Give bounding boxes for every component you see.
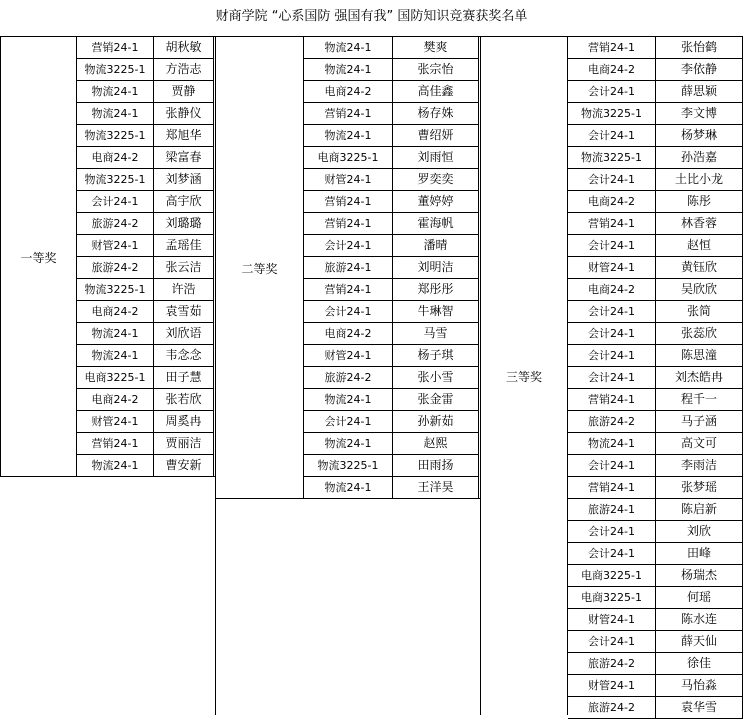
class-cell: 电商3225-1 [304,147,393,169]
class-cell: 物流24-1 [77,455,154,477]
class-cell: 电商3225-1 [77,367,154,389]
class-cell: 电商24-2 [304,323,393,345]
student-name-cell: 袁华雪 [656,697,743,719]
student-name-cell: 刘欣语 [154,323,214,345]
class-cell: 物流24-1 [304,125,393,147]
student-name-cell: 王洋昊 [393,477,479,499]
class-cell: 物流24-1 [568,433,656,455]
student-name-cell: 高佳鑫 [393,81,479,103]
class-cell: 物流3225-1 [77,169,154,191]
student-name-cell: 牛琳智 [393,301,479,323]
student-name-cell: 徐佳 [656,653,743,675]
student-name-cell: 潘晴 [393,235,479,257]
class-cell: 物流3225-1 [304,455,393,477]
student-name-cell: 张梦瑶 [656,477,743,499]
class-cell: 旅游24-2 [568,653,656,675]
class-cell: 财管24-1 [304,345,393,367]
class-cell: 会计24-1 [568,169,656,191]
class-cell: 物流24-1 [304,477,393,499]
block-bottom-line [215,498,480,499]
class-cell: 旅游24-1 [304,257,393,279]
class-cell: 旅游24-2 [77,213,154,235]
student-name-cell: 田子慧 [154,367,214,389]
class-cell: 物流24-1 [304,433,393,455]
student-name-cell: 刘明洁 [393,257,479,279]
class-cell: 旅游24-2 [304,367,393,389]
class-cell: 营销24-1 [568,477,656,499]
student-name-cell: 胡秋敏 [154,37,214,59]
class-cell: 电商24-2 [568,59,656,81]
student-name-cell: 陈启新 [656,499,743,521]
class-cell: 会计24-1 [568,521,656,543]
student-name-cell: 田峰 [656,543,743,565]
student-name-cell: 陈彤 [656,191,743,213]
award-level-label: 三等奖 [505,369,542,384]
student-name-cell: 刘梦涵 [154,169,214,191]
student-name-cell: 贾静 [154,81,214,103]
award-level-label: 二等奖 [241,261,278,276]
class-cell: 电商24-2 [77,147,154,169]
block-bottom-line [0,476,215,477]
class-cell: 电商24-2 [77,301,154,323]
class-cell: 旅游24-2 [568,411,656,433]
student-name-cell: 薛思颖 [656,81,743,103]
student-name-cell: 李文博 [656,103,743,125]
student-name-cell: 张蕊欣 [656,323,743,345]
student-name-cell: 张小雪 [393,367,479,389]
student-name-cell: 张宗怡 [393,59,479,81]
student-name-cell: 马雪 [393,323,479,345]
student-name-cell: 土比小龙 [656,169,743,191]
student-name-cell: 孙浩嘉 [656,147,743,169]
student-name-cell: 周奚冉 [154,411,214,433]
award-level-label: 一等奖 [20,250,57,265]
class-cell: 营销24-1 [77,433,154,455]
student-name-cell: 陈水连 [656,609,743,631]
student-name-cell: 李雨洁 [656,455,743,477]
student-name-cell: 董婷婷 [393,191,479,213]
student-name-cell: 袁雪茹 [154,301,214,323]
student-name-cell: 张怡鹤 [656,37,743,59]
student-name-cell: 孙新茹 [393,411,479,433]
class-cell: 物流3225-1 [77,279,154,301]
class-cell: 营销24-1 [304,103,393,125]
student-name-cell: 马子涵 [656,411,743,433]
student-name-cell: 田雨扬 [393,455,479,477]
class-cell: 会计24-1 [568,125,656,147]
class-cell: 财管24-1 [568,609,656,631]
student-name-cell: 程千一 [656,389,743,411]
student-name-cell: 张静仪 [154,103,214,125]
student-name-cell: 吴欣欣 [656,279,743,301]
class-cell: 会计24-1 [568,323,656,345]
class-cell: 营销24-1 [568,37,656,59]
class-cell: 营销24-1 [304,191,393,213]
class-cell: 营销24-1 [568,389,656,411]
student-name-cell: 曹绍妍 [393,125,479,147]
student-name-cell: 梁富春 [154,147,214,169]
class-cell: 电商24-2 [304,81,393,103]
page-title: 财商学院 “心系国防 强国有我” 国防知识竞赛获奖名单 [215,9,528,24]
student-name-cell: 高宇欣 [154,191,214,213]
class-cell: 会计24-1 [304,411,393,433]
class-cell: 会计24-1 [568,235,656,257]
student-name-cell: 高文可 [656,433,743,455]
student-name-cell: 杨存姝 [393,103,479,125]
student-name-cell: 孟瑶佳 [154,235,214,257]
class-cell: 会计24-1 [568,367,656,389]
class-cell: 营销24-1 [304,213,393,235]
class-cell: 物流3225-1 [77,59,154,81]
class-cell: 物流24-1 [77,81,154,103]
class-cell: 旅游24-1 [568,499,656,521]
class-cell: 旅游24-2 [568,697,656,719]
student-name-cell: 杨子琪 [393,345,479,367]
student-name-cell: 李依静 [656,59,743,81]
student-name-cell: 赵熙 [393,433,479,455]
class-cell: 会计24-1 [568,455,656,477]
student-name-cell: 赵恒 [656,235,743,257]
class-cell: 电商3225-1 [568,565,656,587]
class-cell: 物流24-1 [304,389,393,411]
student-name-cell: 郑旭华 [154,125,214,147]
student-name-cell: 林香蓉 [656,213,743,235]
class-cell: 财管24-1 [77,411,154,433]
class-cell: 会计24-1 [568,301,656,323]
class-cell: 会计24-1 [568,543,656,565]
student-name-cell: 樊爽 [393,37,479,59]
class-cell: 会计24-1 [568,345,656,367]
class-cell: 财管24-1 [568,257,656,279]
student-name-cell: 方浩志 [154,59,214,81]
student-name-cell: 何瑶 [656,587,743,609]
class-cell: 电商3225-1 [568,587,656,609]
student-name-cell: 刘雨恒 [393,147,479,169]
student-name-cell: 刘杰皓冉 [656,367,743,389]
student-name-cell: 薛天仙 [656,631,743,653]
student-name-cell: 许浩 [154,279,214,301]
class-cell: 物流3225-1 [568,147,656,169]
student-name-cell: 韦念念 [154,345,214,367]
block-separator-line [480,36,481,715]
student-name-cell: 张若欣 [154,389,214,411]
student-name-cell: 刘璐璐 [154,213,214,235]
class-cell: 财管24-1 [304,169,393,191]
student-name-cell: 张金雷 [393,389,479,411]
class-cell: 物流3225-1 [77,125,154,147]
class-cell: 旅游24-2 [77,257,154,279]
student-name-cell: 罗奕奕 [393,169,479,191]
student-name-cell: 杨梦琳 [656,125,743,147]
class-cell: 物流3225-1 [568,103,656,125]
student-name-cell: 贾丽洁 [154,433,214,455]
class-cell: 物流24-1 [304,37,393,59]
class-cell: 物流24-1 [77,103,154,125]
class-cell: 会计24-1 [304,235,393,257]
class-cell: 营销24-1 [568,213,656,235]
class-cell: 营销24-1 [304,279,393,301]
class-cell: 物流24-1 [77,323,154,345]
student-name-cell: 黄钰欣 [656,257,743,279]
table-left-border [0,36,1,477]
class-cell: 营销24-1 [77,37,154,59]
class-cell: 会计24-1 [568,631,656,653]
class-cell: 电商24-2 [568,191,656,213]
class-cell: 会计24-1 [304,301,393,323]
class-cell: 会计24-1 [568,81,656,103]
class-cell: 会计24-1 [77,191,154,213]
student-name-cell: 张简 [656,301,743,323]
class-cell: 财管24-1 [77,235,154,257]
student-name-cell: 杨瑞杰 [656,565,743,587]
student-name-cell: 刘欣 [656,521,743,543]
student-name-cell: 张云洁 [154,257,214,279]
class-cell: 物流24-1 [77,345,154,367]
student-name-cell: 陈思潼 [656,345,743,367]
student-name-cell: 曹安新 [154,455,214,477]
student-name-cell: 霍海帆 [393,213,479,235]
student-name-cell: 郑彤彤 [393,279,479,301]
class-cell: 电商24-2 [568,279,656,301]
student-name-cell: 马怡淼 [656,675,743,697]
class-cell: 电商24-2 [77,389,154,411]
block-separator-line [215,36,216,715]
class-cell: 物流24-1 [304,59,393,81]
class-cell: 财管24-1 [568,675,656,697]
